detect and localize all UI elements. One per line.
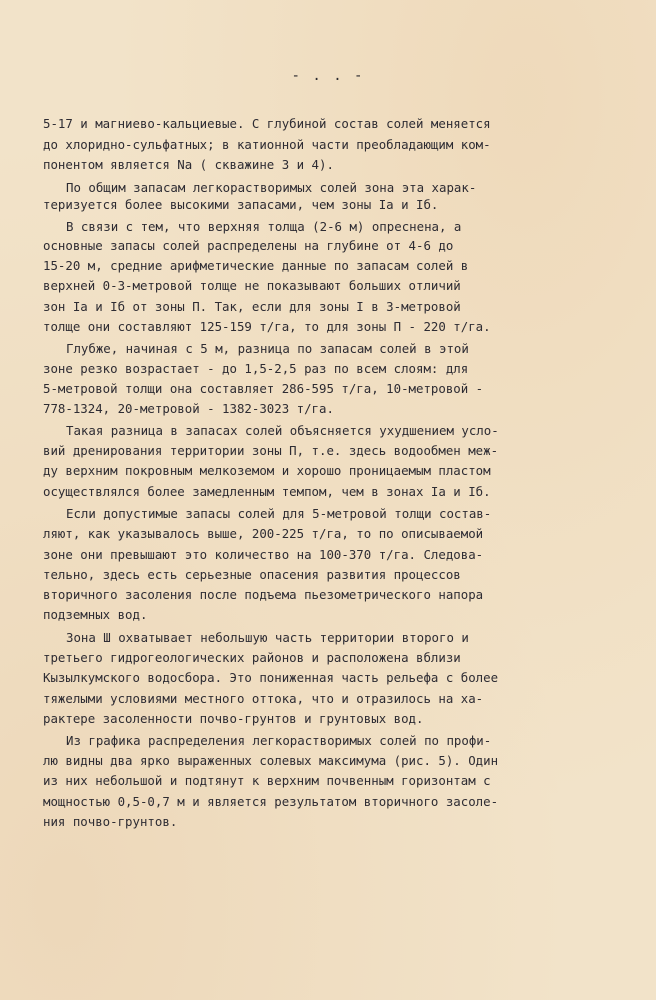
text-line: тяжелыми условиями местного оттока, что и отразилось на ха- <box>43 691 484 706</box>
text-line: Зона Ш охватывает небольшую часть территории второго и <box>66 630 469 645</box>
text-line: Такая разница в запасах солей объясняется ухудшением усло- <box>66 423 499 438</box>
text-line: из них небольшой и подтянут к верхним почвенным горизонтам с <box>43 773 491 788</box>
text-line: Кызылкумского водосбора. Это пониженная часть рельефа с более <box>43 670 499 685</box>
text-line: В связи с тем, что верхняя толща (2-6 м) опреснена, а <box>66 219 462 234</box>
page-number-marker: - . . - <box>291 68 365 84</box>
text-line: Из графика распределения легкорастворимых солей по профи- <box>66 733 492 748</box>
text-line: рактере засоленности почво-грунтов и грунтовых вод. <box>43 711 424 726</box>
text-line: вий дренирования территории зоны П, т.е. здесь водообмен меж- <box>43 443 499 458</box>
text-line: Глубже, начиная с 5 м, разница по запасам солей в этой <box>66 341 469 356</box>
text-line: основные запасы солей распределены на глубине от 4-6 до <box>43 238 454 253</box>
text-line: зоне они превышают это количество на 100-370 т/га. Следова- <box>43 547 484 562</box>
text-line: понентом является Na ( скважине 3 и 4). <box>43 157 334 172</box>
text-line: третьего гидрогеологических районов и расположена вблизи <box>43 650 461 665</box>
text-line: 5-17 и магниево-кальциевые. С глубиной состав солей меняется <box>43 116 491 131</box>
text-line: зон Iа и Iб от зоны П. Так, если для зоны I в 3-метровой <box>43 299 461 314</box>
text-line: мощностью 0,5-0,7 м и является результатом вторичного засоле- <box>43 794 499 809</box>
text-line: лю видны два ярко выраженных солевых максимума (рис. 5). Один <box>43 753 499 768</box>
text-line: зоне резко возрастает - до 1,5-2,5 раз по всем слоям: для <box>43 361 469 376</box>
text-line: 5-метровой толщи она составляет 286-595 т/га, 10-метровой - <box>43 381 484 396</box>
text-line: теризуется более высокими запасами, чем зоны Iа и Iб. <box>43 197 439 212</box>
text-line: 778-1324, 20-метровой - 1382-3023 т/га. <box>43 401 334 416</box>
text-line: осуществлялся более замедленным темпом, чем в зонах Iа и Iб. <box>43 484 491 499</box>
text-line: Если допустимые запасы солей для 5-метровой толщи состав- <box>66 506 492 521</box>
text-line: вторичного засоления после подъема пьезометрического напора <box>43 587 484 602</box>
text-line: до хлоридно-сульфатных; в катионной части преобладающим ком- <box>43 137 491 152</box>
text-line: 15-20 м, средние арифметические данные по запасам солей в <box>43 258 469 273</box>
text-line: верхней 0-3-метровой толще не показывают больших отличий <box>43 278 461 293</box>
text-line: подземных вод. <box>43 607 148 622</box>
text-line: ляют, как указывалось выше, 200-225 т/га, то по описываемой <box>43 526 484 541</box>
text-line: По общим запасам легкорастворимых солей зона эта харак- <box>66 180 477 195</box>
text-line: тельно, здесь есть серьезные опасения развития процессов <box>43 567 461 582</box>
text-line: толще они составляют 125-159 т/га, то для зоны П - 220 т/га. <box>43 319 491 334</box>
text-line: ния почво-грунтов. <box>43 814 178 829</box>
text-line: ду верхним покровным мелкоземом и хорошо проницаемым пластом <box>43 463 491 478</box>
